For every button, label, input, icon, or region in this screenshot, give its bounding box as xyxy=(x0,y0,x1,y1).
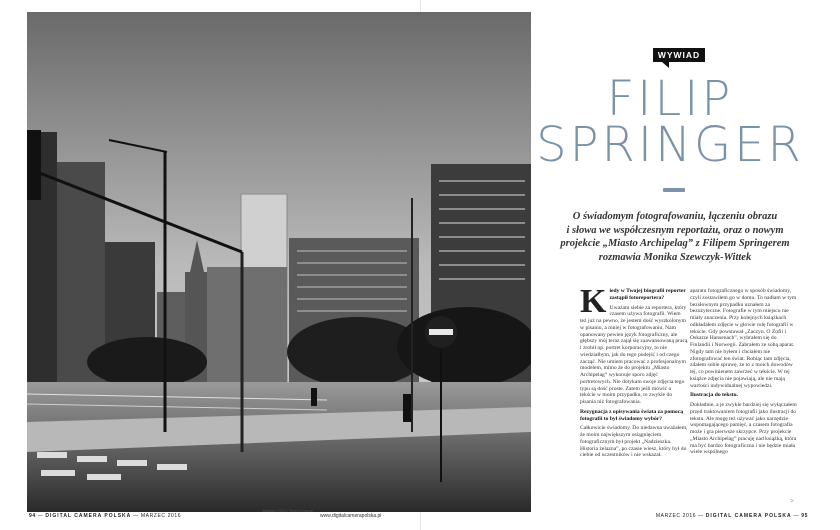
article-lead xyxy=(540,210,810,264)
body-column-2 xyxy=(690,288,798,459)
folio-right: MARZEC 2016 — DIGITAL CAMERA POLSKA — 95 xyxy=(655,513,808,519)
lead-line: projekcie „Miasto Archipelag” z Filipem Springerem xyxy=(560,238,790,249)
lead-line: rozmawia Monika Szewczyk-Wittek xyxy=(598,251,752,263)
issue-date-right: MARZEC 2016 xyxy=(655,513,697,519)
section-tag-pointer xyxy=(662,62,669,68)
article-title-first-name: FILIP xyxy=(606,71,734,127)
dropcap: K xyxy=(580,283,607,320)
magazine-name-left: DIGITAL CAMERA POLSKA xyxy=(45,513,132,519)
continue-arrow-icon: > xyxy=(790,497,794,505)
body-column-1 xyxy=(580,283,688,462)
question-paragraph: Ilustracja do tekstu. xyxy=(690,392,739,399)
page-number-left: 94 xyxy=(29,513,36,519)
city-street-photo xyxy=(27,12,531,512)
issue-date-left: MARZEC 2016 xyxy=(140,513,182,519)
section-tag: WYWIAD xyxy=(653,48,705,62)
answer-paragraph: Dokładnie, a je zwykle bardziej się wyłączałem przed traktowaniem fotografii jako ilustracji do tekstu. Ale mogę też używać jako narzędzie wspomagającego pamięć, a czasem fotografia może i gra pierwsze skrzypce. Przy projekcie „Miasto Archipelag” pracuję nad książką, która ma być bardzo fotograficzna i nie będzie miała wiele wspólnego xyxy=(690,402,797,456)
folio-left: 94 — DIGITAL CAMERA POLSKA — MARZEC 2016 xyxy=(29,513,182,519)
magazine-name-right: DIGITAL CAMERA POLSKA xyxy=(705,513,792,519)
article-photo xyxy=(27,12,531,512)
article-title-last-name: SPRINGER xyxy=(536,117,804,173)
lead-line: i słowa we współczesnym reportażu, oraz o nowym xyxy=(566,224,784,236)
page-number-right: 95 xyxy=(801,513,808,519)
magazine-url: www.digitalcamerapolska.pl xyxy=(320,513,382,519)
title-rule xyxy=(663,188,685,192)
lead-line: O świadomym fotografowaniu, łączeniu obrazu xyxy=(572,211,778,222)
answer-paragraph: Uważam siebie za reportera, który czasem używa fotografii. Wiem też już na pewno, że jestem dość wyszkolonym w pisaniu, a mniej w fotografowaniu. Nam opanowany pewien język fotograficzny, ale głębszy mój teraz zajął się zaawansowaną pracą i zrobił np. portret korporacyjny, to nie wiedziałbym, jak do tego podejść i od czego zacząć. Nie umiem pracować z profesjonalnym modelem, mimo że do projektu „Miasto Archipelag” wykonuje sporo zdjęć portretowych. Nie dotykam swoje zdjęcia tego typu są dość proste. Zatem jeśli mówić o tekście w moim przypadku, to zwykle do pisania niż fotografowania. xyxy=(580,304,688,405)
photo-credit: Warsaw 2013 / Monochrome xyxy=(262,508,313,513)
question-text: iedy w Twojej biografii reporter zastąpił fotoreportera? xyxy=(609,288,686,301)
answer-paragraph: aparatu fotograficznego w sposób świadomy, czyli zostawiłem go w domu. To nadłam w tym bezsłownym przypadku uznałem za bezużyteczne. Fotografie w tym miejscu nie miały znaczenia. Przy kolejnych książkach odkładałem zdjęcie w głowie rolę fotografii w tekście. Gdy powstawał „Zaczyn. O Zofii i Oskarze Hansenach”, wybrałem się do Finlandii i Norwegii. Zabrałem ze sobą aparat. Nigdy tam nie byłem i chciałem nie zfotografować ten świat. Robiąc tam zdjęcia, zdałem sobie sprawę, że to z moich dowodów tej, co powinienem zawrzeć w tekście. W tej książce zdjęcia nie pojawiają, ale nie mają wartości indywidualnej wypowiedzi. xyxy=(690,288,797,389)
answer-paragraph: Całkowicie świadomy. Do niedawna uważałem, że moim największym osiągnięciem fotograficznym był projekt „Nadzieszka. Historia żelazna”, po czasie wiesz, który był do ciebie od uczestników i nie wskazał. xyxy=(580,425,688,459)
question-paragraph xyxy=(580,283,688,320)
question-paragraph: Rezygnacja z opisywania świata za pomocą fotografii to był świadomy wybór? xyxy=(580,408,684,422)
